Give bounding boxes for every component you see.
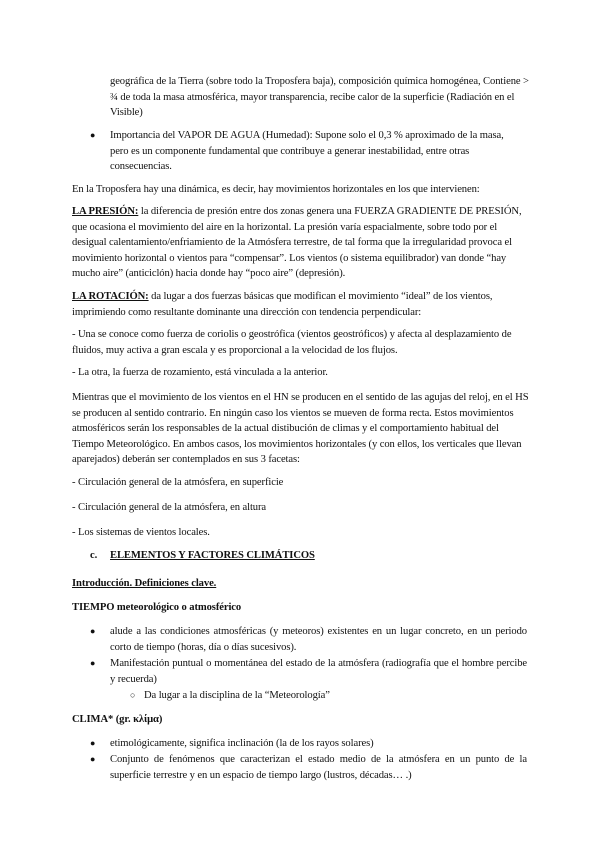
list-item: [90, 736, 527, 752]
list-item: [90, 128, 515, 175]
list-item: [90, 656, 527, 687]
paragraph-troposfera-intro: En la Troposfera hay una dinámica, es decir, hay movimientos horizontales en los que intervienen:: [72, 184, 480, 195]
bullet-icon: ●: [90, 658, 96, 668]
paragraph-hemisferios: Mientras que el movimiento de los vientos en el HN se producen en el sentido de las agujas del reloj, en el HS se producen al sentido contrario. En ningún caso los vientos se mueven de forma recta. Estos movimientos atmosféricos serán los responsables de la actual distibución de climas y el comportamiento habitual del Tiempo Meteorológico. En ambos casos, los movimientos horizontales (y con ellos, los verticales que llevan aparejados) deberán ser contemplados en sus 3 facetas:: [72, 392, 529, 465]
bullet-icon: ●: [90, 754, 96, 764]
rotacion-text: da lugar a dos fuerzas básicas que modifican el movimiento “ideal” de los vientos, imprimiendo como resultante dominante una dirección con tendencia perpendicular:: [72, 291, 493, 318]
section-title: ELEMENTOS Y FACTORES CLIMÁTICOS: [110, 550, 315, 561]
faceta-item: - Los sistemas de vientos locales.: [72, 527, 210, 538]
paragraph-coriolis: - Una se conoce como fuerza de coriolis o geostrófica (vientos geostróficos) y afecta al desplazamiento de fluidos, muy activa a gran escala y es proporcional a la velocidad de los flujos.: [72, 329, 512, 356]
list-item: [90, 752, 527, 783]
bullet-icon: ●: [90, 130, 96, 140]
tiempo-sub-text: Da lugar a la disciplina de la “Meteorología”: [144, 690, 330, 701]
presion-text: la diferencia de presión entre dos zonas genera una FUERZA GRADIENTE DE PRESIÓN, que ocasiona el movimiento del aire en la horizontal. La presión varía espacialmente, sobre todo por el desigual calentamiento/enfriamiento de la Atmósfera terrestre, de tal forma que la irregularidad provoca el movimiento horizontal o vientos para “compensar”. Los vientos (o sistema equilibrador) van donde “hay mucho aire” (anticiclón) hacia donde hay “poco aire” (depresión).: [72, 206, 522, 279]
faceta-item: - Circulación general de la atmósfera, en superficie: [72, 477, 284, 488]
clima-bullet-text: etimológicamente, significa inclinación (la de los rayos solares): [110, 738, 374, 749]
paragraph-rotacion: [72, 289, 528, 320]
sub-bullet-icon: ○: [130, 690, 136, 700]
faceta-item: - Circulación general de la atmósfera, en altura: [72, 502, 267, 513]
paragraph-presion: [72, 204, 528, 282]
list-item: [90, 624, 527, 655]
bullet-icon: ●: [90, 626, 96, 636]
bullet-icon: ●: [90, 738, 96, 748]
clima-bullet-text: Conjunto de fenómenos que caracterizan el estado medio de la atmósfera en un punto de la superficie terrestre y en un espacio de tiempo largo (lustros, décadas… .): [110, 754, 527, 781]
paragraph-troposfera-continuation: geográfica de la Tierra (sobre todo la Troposfera baja), composición química homogénea, Contiene > ¾ de toda la masa atmosférica, mayor transparencia, recibe calor de la superficie (Radiación en el Visible): [110, 76, 529, 118]
intro-heading: Introducción. Definiciones clave.: [72, 578, 217, 589]
list-item: [130, 688, 510, 704]
tiempo-bullet-text: alude a las condiciones atmosféricas (y meteoros) existentes en un lugar concreto, en un periodo corto de tiempo (horas, día o días sucesivos).: [110, 626, 527, 653]
presion-label: LA PRESIÓN:: [72, 206, 139, 217]
tiempo-heading: TIEMPO meteorológico o atmosférico: [72, 602, 242, 613]
paragraph-vapor-agua: Importancia del VAPOR DE AGUA (Humedad): Supone solo el 0,3 % aproximado de la masa, pero es un componente fundamental que contribuye a generar inestabilidad, entre otras consecuencias.: [110, 130, 504, 172]
paragraph-rozamiento: - La otra, la fuerza de rozamiento, está vinculada a la anterior.: [72, 367, 328, 378]
section-letter: c.: [90, 550, 98, 561]
section-heading: [90, 548, 315, 564]
rotacion-label: LA ROTACIÓN:: [72, 291, 149, 302]
clima-heading: CLIMA* (gr. κλίμα): [72, 714, 163, 725]
tiempo-bullet-text: Manifestación puntual o momentánea del estado de la atmósfera (radiografía que el hombre percibe y recuerda): [110, 658, 527, 685]
